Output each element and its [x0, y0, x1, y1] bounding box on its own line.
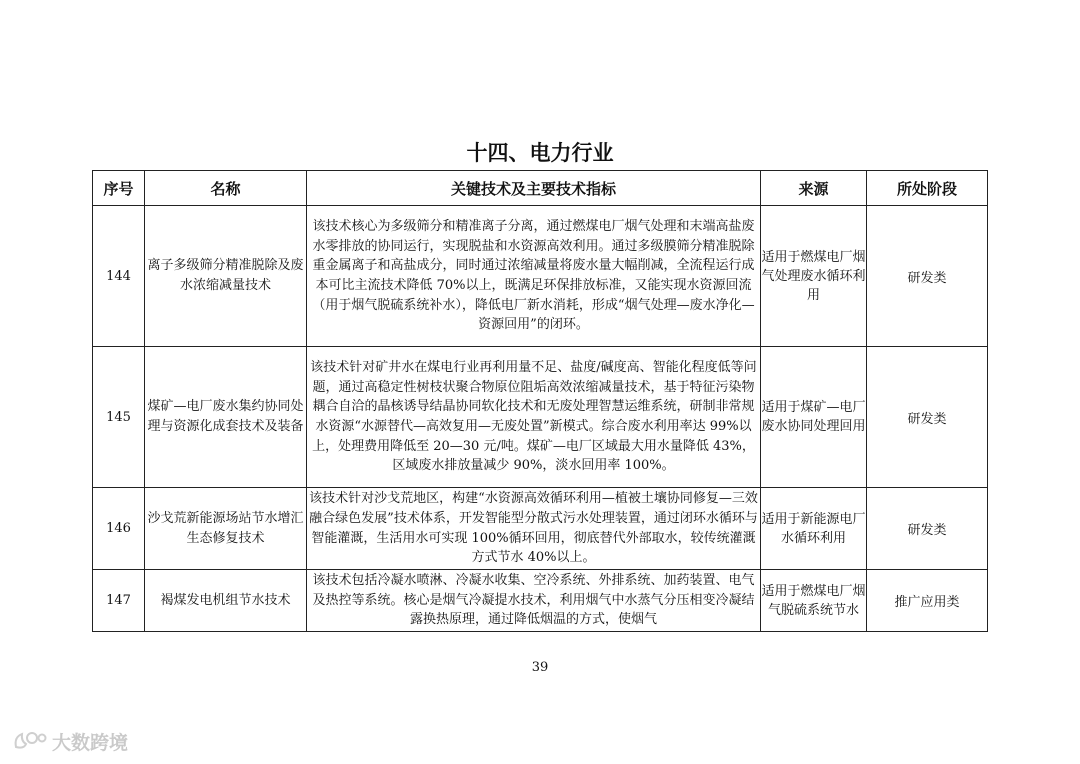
table-header-row [93, 171, 988, 206]
header-no: 序号 [93, 171, 145, 206]
tech-source: 适用于燃煤电厂烟气处理废水循环利用 [761, 206, 867, 347]
row-number: 146 [93, 488, 145, 570]
row-number: 145 [93, 347, 145, 488]
tech-stage: 研发类 [867, 206, 988, 347]
tech-source: 适用于煤矿—电厂废水协同处理回用 [761, 347, 867, 488]
watermark-logo-icon [12, 727, 48, 755]
watermark [12, 727, 128, 755]
table-row [93, 347, 988, 488]
table-row [93, 206, 988, 347]
row-number: 147 [93, 570, 145, 632]
tech-description: 该技术包括冷凝水喷淋、冷凝水收集、空冷系统、外排系统、加药装置、电气及热控等系统。核心是烟气冷凝提水技术，利用烟气中水蒸气分压相变冷凝结露换热原理，通过降低烟温的方式，使烟气 [307, 570, 761, 632]
technology-table [92, 170, 988, 632]
page-title: 十四、电力行业 [466, 141, 614, 165]
tech-name: 沙戈荒新能源场站节水增汇生态修复技术 [145, 488, 307, 570]
header-name: 名称 [145, 171, 307, 206]
tech-name: 煤矿—电厂废水集约协同处理与资源化成套技术及装备 [145, 347, 307, 488]
tech-source: 适用于新能源电厂水循环利用 [761, 488, 867, 570]
tech-description: 该技术核心为多级筛分和精准离子分离，通过燃煤电厂烟气处理和末端高盐废水零排放的协同运行，实现脱盐和水资源高效利用。通过多级膜筛分精准脱除重金属离子和高盐成分，同时通过浓缩减量将废水量大幅削减，全流程运行成本可比主流技术降低 70%以上，既满足环保排放标准，又能实现水资源回流（用于烟气脱硫系统补水），降低电厂新水消耗，形成“烟气处理—废水净化—资源回用”的闭环。 [307, 206, 761, 347]
table-row [93, 570, 988, 632]
tech-description: 该技术针对矿井水在煤电行业再利用量不足、盐度/碱度高、智能化程度低等问题，通过高稳定性树枝状聚合物原位阻垢高效浓缩减量技术，基于特征污染物耦合自洽的晶核诱导结晶协同软化技术和无废处理智慧运维系统，研制非常规水资源“水源替代—高效复用—无废处置”新模式。综合废水利用率达 99%以上，处理费用降低至 20—30 元/吨。煤矿—电厂区域最大用水量降低 43%，区域废水排放量减少 90%，淡水回用率 100%。 [307, 347, 761, 488]
tech-stage: 推广应用类 [867, 570, 988, 632]
row-number: 144 [93, 206, 145, 347]
tech-source: 适用于燃煤电厂烟气脱硫系统节水 [761, 570, 867, 632]
header-source: 来源 [761, 171, 867, 206]
tech-stage: 研发类 [867, 347, 988, 488]
watermark-text: 大数跨境 [52, 731, 129, 754]
table-row [93, 488, 988, 570]
tech-stage: 研发类 [867, 488, 988, 570]
tech-name: 褐煤发电机组节水技术 [145, 570, 307, 632]
header-stage: 所处阶段 [867, 171, 988, 206]
header-tech: 关键技术及主要技术指标 [307, 171, 761, 206]
page-number: 39 [531, 660, 549, 675]
tech-name: 离子多级筛分精准脱除及废水浓缩减量技术 [145, 206, 307, 347]
tech-description: 该技术针对沙戈荒地区，构建“水资源高效循环利用—植被土壤协同修复—三效融合绿色发展”技术体系，开发智能型分散式污水处理装置，通过闭环水循环与智能灌溉，生活用水可实现 100%循环回用，彻底替代外部取水，较传统灌溉方式节水 40%以上。 [307, 488, 761, 570]
